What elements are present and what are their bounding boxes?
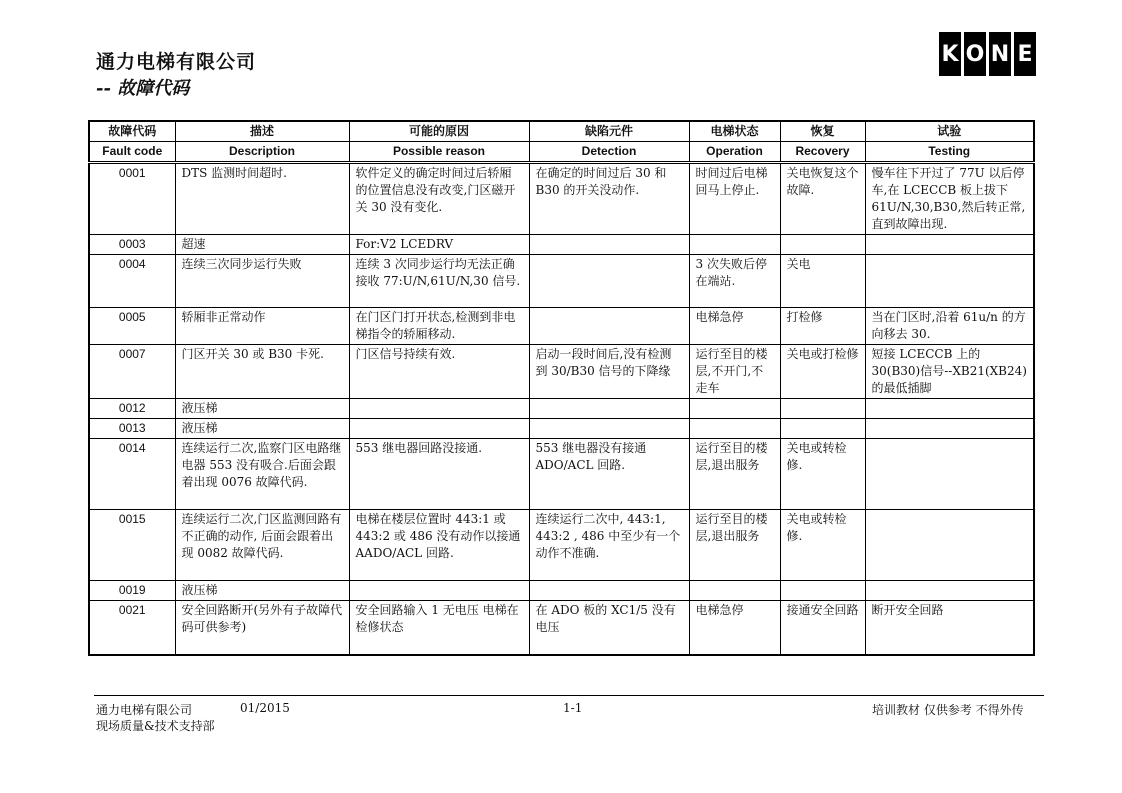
fault-code-cell: 0004 (89, 255, 175, 308)
testing-cell (865, 439, 1034, 510)
table-row (89, 255, 1034, 308)
description-cell: 轿厢非正常动作 (175, 308, 349, 345)
possible-reason-cell: 门区信号持续有效. (349, 345, 529, 399)
table-row (89, 439, 1034, 510)
testing-cell (865, 399, 1034, 419)
testing-cell (865, 235, 1034, 255)
operation-cell (689, 581, 780, 601)
possible-reason-cell: 电梯在楼层位置时 443:1 或 443:2 或 486 没有动作以接通 AADO/ACL 回路. (349, 510, 529, 581)
recovery-cell (780, 399, 865, 419)
footer-confidential-note: 培训教材 仅供参考 不得外传 (872, 703, 1024, 717)
possible-reason-cell (349, 581, 529, 601)
table-row (89, 399, 1034, 419)
operation-cell: 电梯急停 (689, 601, 780, 655)
footer-company: 通力电梯有限公司 (96, 703, 193, 717)
column-header: 试验 (865, 121, 1034, 142)
logo-letter: E (1014, 32, 1036, 76)
detection-cell (529, 255, 689, 308)
recovery-cell: 关电或打检修 (780, 345, 865, 399)
possible-reason-cell: For:V2 LCEDRV (349, 235, 529, 255)
detection-cell: 在 ADO 板的 XC1/5 没有电压 (529, 601, 689, 655)
operation-cell (689, 399, 780, 419)
logo-letter: O (964, 32, 986, 76)
testing-cell: 断开安全回路 (865, 601, 1034, 655)
testing-cell: 慢车往下开过了 77U 以后停车,在 LCECCB 板上拔下 61U/N,30,B30,然后转正常,直到故障出现. (865, 163, 1034, 235)
fault-code-cell: 0013 (89, 419, 175, 439)
description-cell: 门区开关 30 或 B30 卡死. (175, 345, 349, 399)
fault-code-table (88, 120, 1035, 656)
logo-letter: K (939, 32, 961, 76)
table-row (89, 345, 1034, 399)
description-cell: 液压梯 (175, 581, 349, 601)
fault-code-cell: 0019 (89, 581, 175, 601)
fault-code-cell: 0005 (89, 308, 175, 345)
possible-reason-cell (349, 399, 529, 419)
fault-code-cell: 0021 (89, 601, 175, 655)
column-header: 恢复 (780, 121, 865, 142)
column-header: Possible reason (349, 142, 529, 163)
column-header: 描述 (175, 121, 349, 142)
detection-cell: 在确定的时间过后 30 和 B30 的开关没动作. (529, 163, 689, 235)
table-row (89, 308, 1034, 345)
document-subtitle: -- 故障代码 (96, 78, 190, 99)
recovery-cell: 关电或转检修. (780, 439, 865, 510)
table-row (89, 510, 1034, 581)
description-cell: 超速 (175, 235, 349, 255)
detection-cell: 启动一段时间后,没有检测到 30/B30 信号的下降缘 (529, 345, 689, 399)
detection-cell (529, 235, 689, 255)
recovery-cell (780, 581, 865, 601)
possible-reason-cell: 软件定义的确定时间过后轿厢的位置信息没有改变,门区磁开关 30 没有变化. (349, 163, 529, 235)
operation-cell (689, 235, 780, 255)
table-row (89, 419, 1034, 439)
operation-cell: 时间过后电梯回马上停止. (689, 163, 780, 235)
description-cell: 连续运行二次,门区监测回路有不正确的动作, 后面会跟着出现 0082 故障代码. (175, 510, 349, 581)
page-number: 1-1 (563, 701, 583, 715)
operation-cell (689, 419, 780, 439)
column-header: 可能的原因 (349, 121, 529, 142)
column-header: Description (175, 142, 349, 163)
possible-reason-cell: 553 继电器回路没接通. (349, 439, 529, 510)
recovery-cell: 打检修 (780, 308, 865, 345)
possible-reason-cell: 连续 3 次同步运行均无法正确接收 77:U/N,61U/N,30 信号. (349, 255, 529, 308)
table-row (89, 163, 1034, 235)
operation-cell: 电梯急停 (689, 308, 780, 345)
operation-cell: 运行至目的楼层,退出服务 (689, 510, 780, 581)
column-header: Testing (865, 142, 1034, 163)
description-cell: 液压梯 (175, 399, 349, 419)
detection-cell (529, 581, 689, 601)
testing-cell (865, 581, 1034, 601)
footer-department: 现场质量&技术支持部 (96, 719, 215, 733)
description-cell: DTS 监测时间超时. (175, 163, 349, 235)
recovery-cell: 接通安全回路 (780, 601, 865, 655)
column-header: Fault code (89, 142, 175, 163)
testing-cell (865, 255, 1034, 308)
table-row (89, 581, 1034, 601)
testing-cell: 短接 LCECCB 上的 30(B30)信号--XB21(XB24)的最低插脚 (865, 345, 1034, 399)
detection-cell (529, 399, 689, 419)
fault-code-cell: 0015 (89, 510, 175, 581)
table-row (89, 235, 1034, 255)
description-cell: 安全回路断开(另外有子故障代码可供参考) (175, 601, 349, 655)
table-row (89, 601, 1034, 655)
recovery-cell: 关电或转检修. (780, 510, 865, 581)
possible-reason-cell (349, 419, 529, 439)
operation-cell: 运行至目的楼层,不开门,不走车 (689, 345, 780, 399)
testing-cell (865, 510, 1034, 581)
fault-code-cell: 0012 (89, 399, 175, 419)
kone-logo (939, 32, 1036, 76)
header-row-english (89, 142, 1034, 163)
detection-cell (529, 419, 689, 439)
column-header: 故障代码 (89, 121, 175, 142)
operation-cell: 3 次失败后停在端站. (689, 255, 780, 308)
company-name: 通力电梯有限公司 (96, 51, 257, 73)
recovery-cell: 关电恢复这个故障. (780, 163, 865, 235)
column-header: Operation (689, 142, 780, 163)
column-header: Detection (529, 142, 689, 163)
testing-cell: 当在门区时,沿着 61u/n 的方向移去 30. (865, 308, 1034, 345)
possible-reason-cell: 安全回路输入 1 无电压 电梯在检修状态 (349, 601, 529, 655)
recovery-cell (780, 419, 865, 439)
description-cell: 连续三次同步运行失败 (175, 255, 349, 308)
testing-cell (865, 419, 1034, 439)
detection-cell: 553 继电器没有接通 ADO/ACL 回路. (529, 439, 689, 510)
logo-letter: N (989, 32, 1011, 76)
fault-code-cell: 0007 (89, 345, 175, 399)
detection-cell: 连续运行二次中, 443:1, 443:2 , 486 中至少有一个动作不准确. (529, 510, 689, 581)
description-cell: 液压梯 (175, 419, 349, 439)
detection-cell (529, 308, 689, 345)
operation-cell: 运行至目的楼层,退出服务 (689, 439, 780, 510)
column-header: Recovery (780, 142, 865, 163)
fault-code-cell: 0014 (89, 439, 175, 510)
fault-code-cell: 0001 (89, 163, 175, 235)
possible-reason-cell: 在门区门打开状态,检测到非电梯指令的轿厢移动. (349, 308, 529, 345)
column-header: 电梯状态 (689, 121, 780, 142)
recovery-cell (780, 235, 865, 255)
column-header: 缺陷元件 (529, 121, 689, 142)
footer-divider (94, 695, 1044, 696)
description-cell: 连续运行二次,监察门区电路继电器 553 没有吸合.后面会跟着出现 0076 故障代码. (175, 439, 349, 510)
footer-date: 01/2015 (240, 701, 290, 715)
recovery-cell: 关电 (780, 255, 865, 308)
header-row-chinese (89, 121, 1034, 142)
fault-code-cell: 0003 (89, 235, 175, 255)
